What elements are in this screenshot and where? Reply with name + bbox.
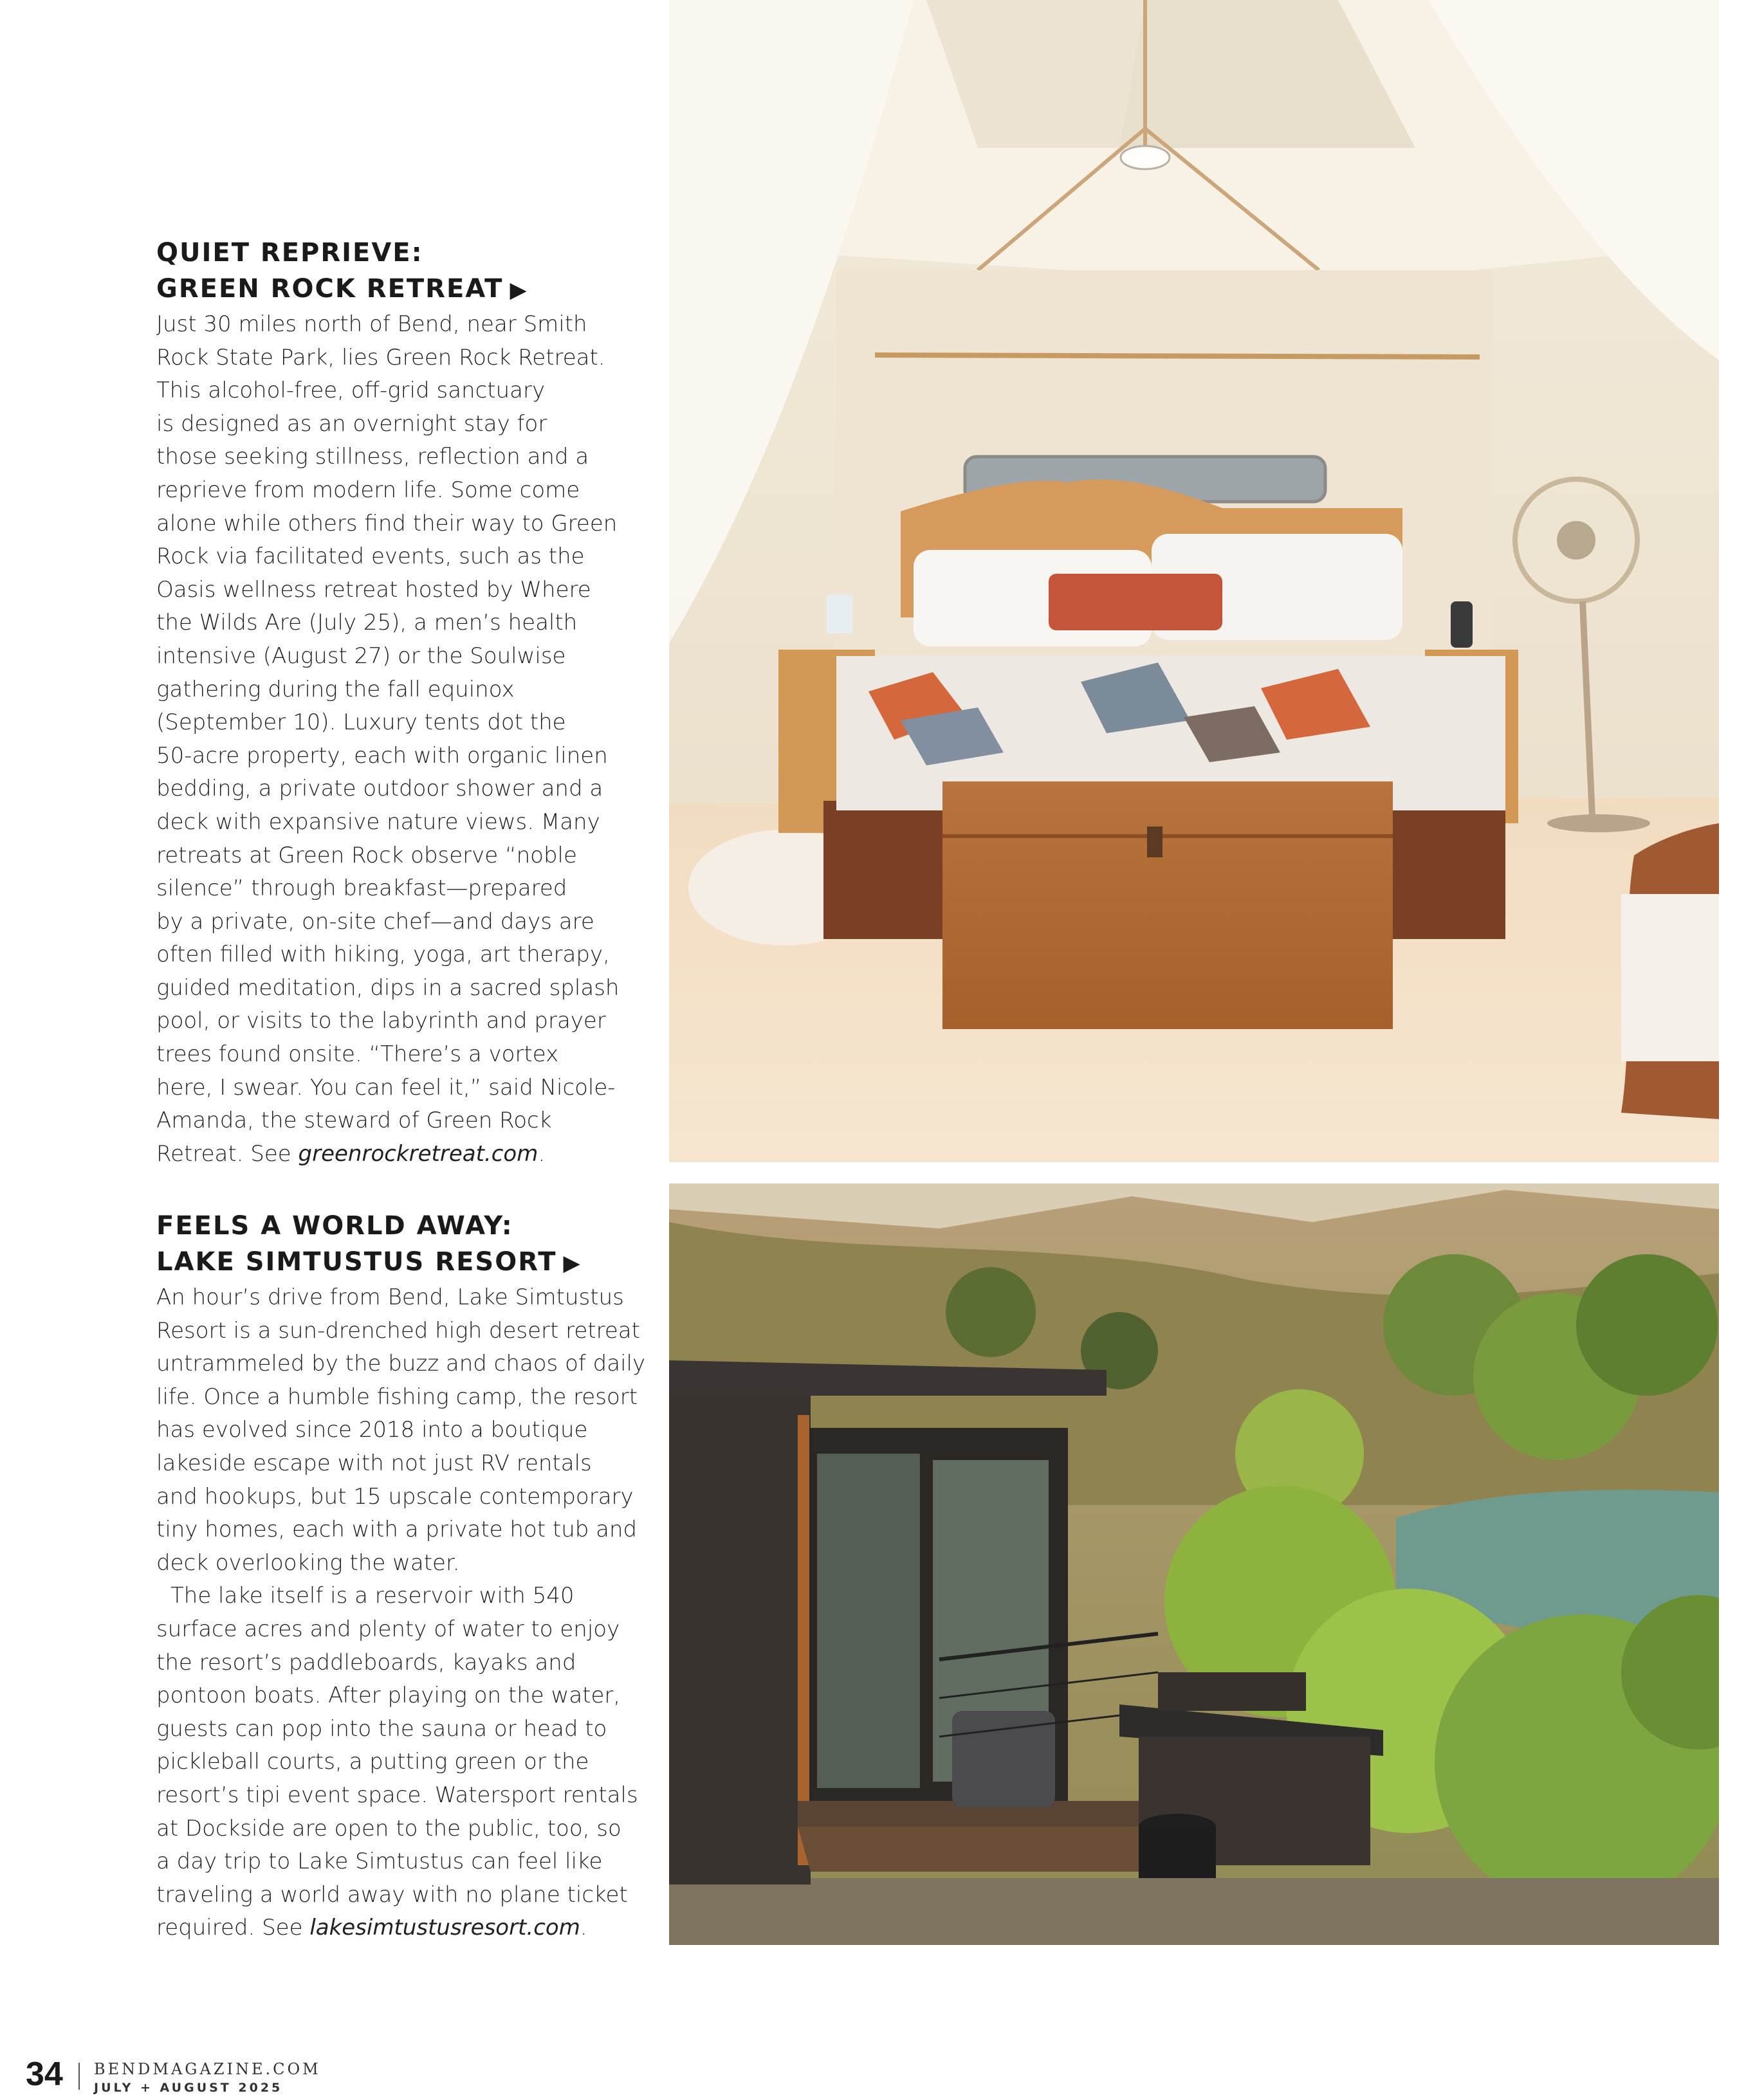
article-body	[156, 1281, 658, 1945]
body-line: deck with expansive nature views. Many	[156, 808, 600, 835]
body-line: those seeking stillness, reflection and a	[156, 444, 589, 470]
article-body	[156, 308, 658, 1171]
body-line: pontoon boats. After playing on the water,	[156, 1683, 621, 1709]
body-line: surface acres and plenty of water to enjoy	[156, 1616, 620, 1642]
body-line: pool, or visits to the labyrinth and prayer	[156, 1008, 606, 1034]
body-line: Rock via facilitated events, such as the	[156, 543, 585, 570]
body-line: This alcohol-free, off-grid sanctuary	[156, 378, 546, 404]
footer-website: BENDMAGAZINE.COM	[94, 2060, 321, 2078]
body-line: trees found onsite. “There’s a vortex	[156, 1041, 559, 1068]
body-line: the Wilds Are (July 25), a men’s health	[156, 610, 578, 636]
body-line: Just 30 miles north of Bend, near Smith	[156, 311, 587, 337]
body-line: silence” through breakfast—prepared	[156, 875, 567, 902]
body-line: tiny homes, each with a private hot tub and	[156, 1517, 638, 1543]
body-line: has evolved since 2018 into a boutique	[156, 1417, 588, 1443]
tent-interior-photo	[669, 0, 1719, 1162]
body-line: pickleball courts, a putting green or the	[156, 1749, 589, 1775]
section-lake-simtustus	[156, 1208, 658, 1945]
body-line: lakeside escape with not just RV rentals	[156, 1450, 592, 1476]
body-line: gathering during the fall equinox	[156, 676, 515, 702]
play-arrow-icon: ▶	[563, 1250, 582, 1276]
body-line: resort’s tipi event space. Watersport rentals	[156, 1782, 638, 1808]
body-line: here, I swear. You can feel it,” said Nicole-	[156, 1074, 616, 1100]
section-heading	[156, 235, 658, 308]
body-line: (September 10). Luxury tents dot the	[156, 709, 566, 736]
body-line: guided meditation, dips in a sacred splash	[156, 974, 620, 1001]
footer-divider	[78, 2063, 80, 2090]
tent-interior-illustration	[669, 0, 1719, 1162]
body-line: at Dockside are open to the public, too, so	[156, 1815, 621, 1841]
heading-line-1: FEELS A WORLD AWAY:	[156, 1211, 513, 1241]
body-line: An hour’s drive from Bend, Lake Simtustus	[156, 1284, 624, 1310]
website-link[interactable]: lakesimtustusresort.com	[309, 1915, 580, 1941]
last-line: required. See lakesimtustusresort.com.	[156, 1915, 587, 1941]
body-line: Oasis wellness retreat hosted by Where	[156, 576, 591, 603]
body-line: Rock State Park, lies Green Rock Retreat.	[156, 344, 605, 370]
body-line: 50-acre property, each with organic linen	[156, 742, 608, 769]
page-number: 34	[26, 2056, 63, 2093]
body-line: deck overlooking the water.	[156, 1549, 460, 1576]
body-line: guests can pop into the sauna or head to	[156, 1715, 607, 1742]
body-line: often filled with hiking, yoga, art therapy,	[156, 942, 610, 968]
body-line: and hookups, but 15 upscale contemporary	[156, 1483, 634, 1510]
body-line: traveling a world away with no plane ticket	[156, 1881, 628, 1908]
lake-resort-illustration	[669, 1183, 1719, 1945]
website-link[interactable]: greenrockretreat.com	[298, 1140, 538, 1167]
body-line: reprieve from modern life. Some come	[156, 477, 580, 503]
footer-issue-date: JULY + AUGUST 2025	[94, 2081, 283, 2095]
body-line: alone while others find their way to Green	[156, 510, 618, 536]
play-arrow-icon: ▶	[510, 277, 528, 303]
body-line: Amanda, the steward of Green Rock	[156, 1108, 552, 1134]
body-line: The lake itself is a reservoir with 540	[170, 1583, 574, 1609]
lake-resort-photo	[669, 1183, 1719, 1945]
last-line: Retreat. See greenrockretreat.com.	[156, 1140, 546, 1167]
body-line: Resort is a sun-drenched high desert retreat	[156, 1317, 640, 1344]
body-line: retreats at Green Rock observe “noble	[156, 842, 577, 868]
heading-line-1: QUIET REPRIEVE:	[156, 238, 423, 268]
body-line: life. Once a humble fishing camp, the resort	[156, 1383, 638, 1410]
body-line: by a private, on-site chef—and days are	[156, 908, 594, 935]
heading-line-2: GREEN ROCK RETREAT	[156, 274, 504, 304]
heading-line-2: LAKE SIMTUSTUS RESORT	[156, 1247, 557, 1277]
body-line: untrammeled by the buzz and chaos of daily	[156, 1351, 646, 1377]
body-line: is designed as an overnight stay for	[156, 410, 547, 437]
section-heading	[156, 1208, 658, 1281]
body-line: bedding, a private outdoor shower and a	[156, 776, 603, 802]
body-line: a day trip to Lake Simtustus can feel like	[156, 1849, 603, 1875]
body-line: the resort’s paddleboards, kayaks and	[156, 1649, 576, 1675]
body-line: intensive (August 27) or the Soulwise	[156, 643, 566, 669]
section-green-rock	[156, 235, 658, 1171]
